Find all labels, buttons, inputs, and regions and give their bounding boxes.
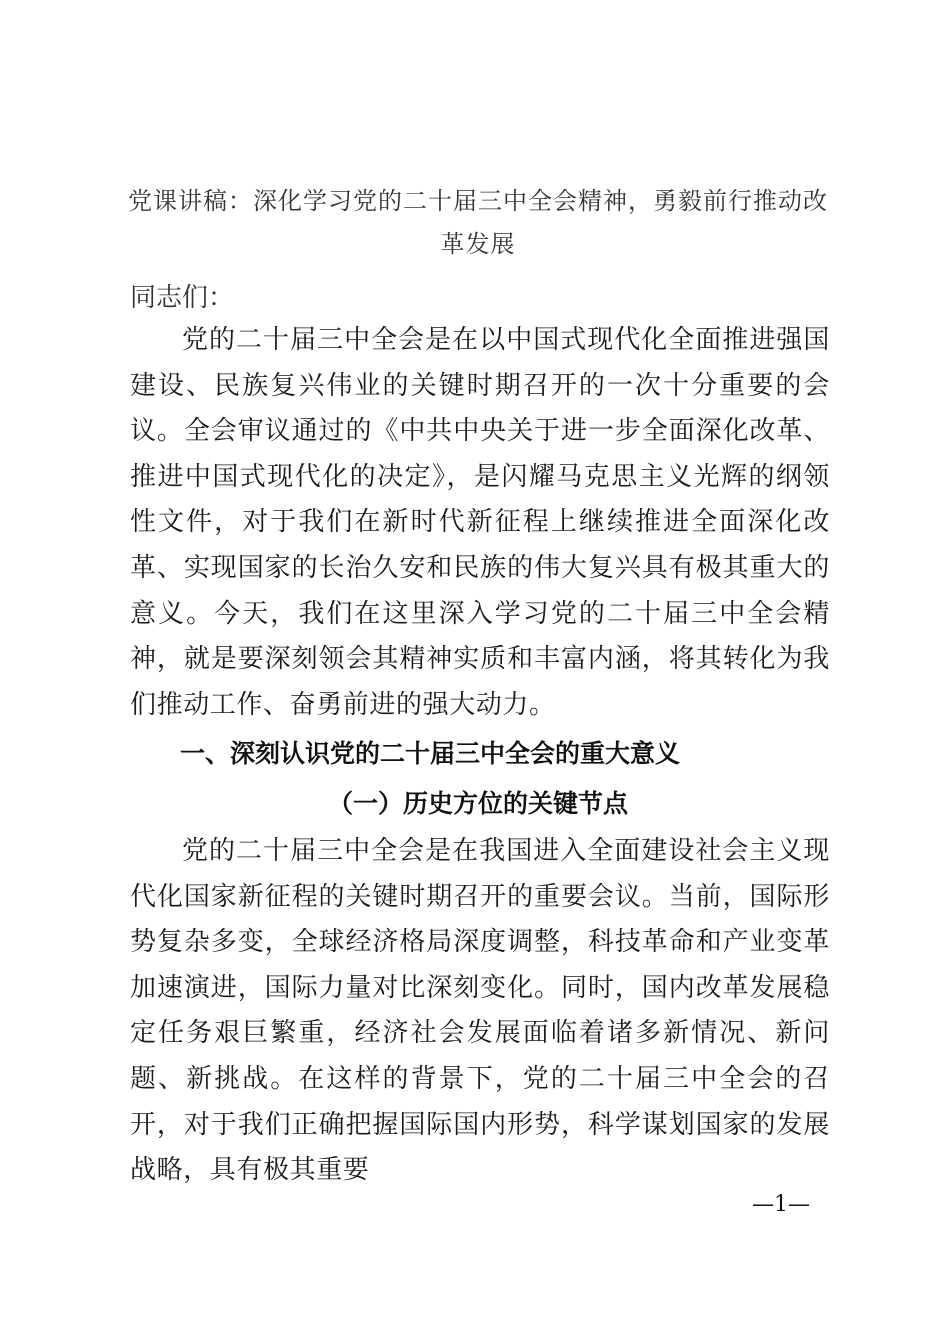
body-paragraph-1: 党的二十届三中全会是在以中国式现代化全面推进强国建设、民族复兴伟业的关键时期召开的一次十分重要的会议。全会审议通过的《中共中央关于进一步全面深化改革、推进中国式现代化的决定》，是闪耀马克思主义光辉的纲领性文件，对于我们在新时代新征程上继续推进全面深化改革、实现国家的长治久安和民族的伟大复兴具有极其重大的意义。今天，我们在这里深入学习党的二十届三中全会精神，就是要深刻领会其精神实质和丰富内涵，将其转化为我们推动工作、奋勇前进的强大动力。 [130,325,830,720]
document-title: 党课讲稿：深化学习党的二十届三中全会精神，勇毅前行推动改革发展 [128,187,828,258]
subsection-heading-1: （一）历史方位的关键节点 [327,789,628,818]
section-heading-1: 一、深刻认识党的二十届三中全会的重大意义 [180,739,681,768]
body-paragraph-2: 党的二十届三中全会是在我国进入全面建设社会主义现代化国家新征程的关键时期召开的重要会议。当前，国际形势复杂多变，全球经济格局深度调整，科技革命和产业变革加速演进，国际力量对比深刻变化。同时，国内改革发展稳定任务艰巨繁重，经济社会发展面临着诸多新情况、新问题、新挑战。在这样的背景下，党的二十届三中全会的召开，对于我们正确把握国际国内形势，科学谋划国家的发展战略，具有极其重要 [130,836,830,1186]
salutation: 同志们： [130,283,235,313]
page-number: —1— [752,1192,810,1217]
